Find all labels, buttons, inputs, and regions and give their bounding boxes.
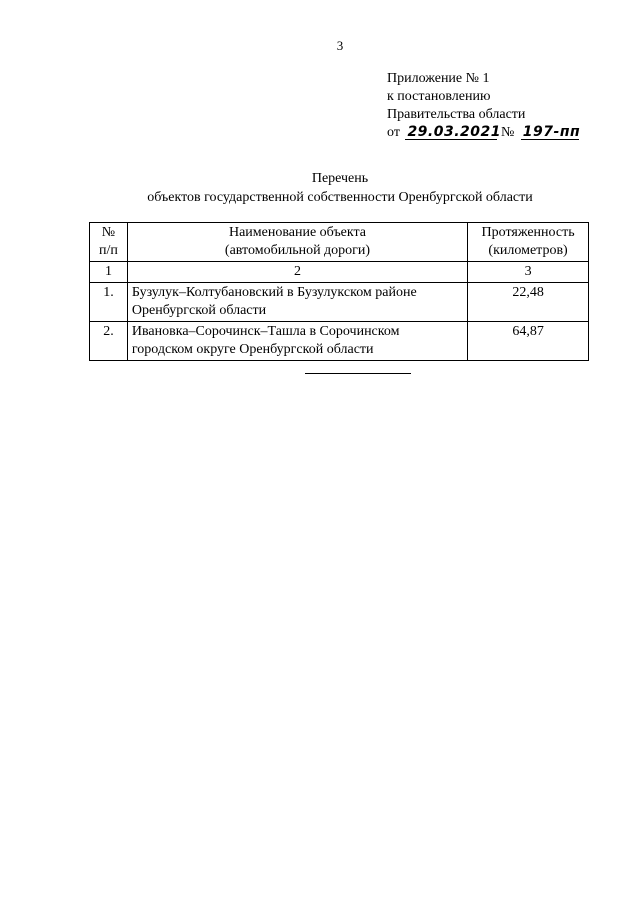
header-num bbox=[90, 223, 128, 262]
header-name-line-1: Наименование объекта bbox=[228, 225, 367, 240]
table-row bbox=[90, 322, 589, 361]
appendix-block bbox=[387, 70, 579, 142]
header-length-line-1: Протяженность bbox=[481, 225, 575, 240]
table-index-row bbox=[90, 262, 589, 283]
objects-table bbox=[89, 222, 589, 361]
index-cell-3: 3 bbox=[468, 262, 589, 283]
title-line-2: объектов государственной собственности Оренбургской области bbox=[147, 190, 533, 205]
index-cell-1: 1 bbox=[90, 262, 128, 283]
closing-divider bbox=[305, 373, 411, 374]
row-name-line-2: городском округе Оренбургской области bbox=[131, 342, 374, 357]
number-label: № bbox=[500, 125, 515, 140]
header-name-line-2: (автомобильной дороги) bbox=[224, 243, 371, 258]
header-num-line-2: п/п bbox=[99, 243, 118, 258]
row-name-line-2: Оренбургской области bbox=[131, 303, 267, 318]
row-num: 1. bbox=[90, 283, 128, 322]
title-line-1: Перечень bbox=[311, 171, 369, 186]
row-length: 22,48 bbox=[468, 283, 589, 322]
from-label: от bbox=[387, 125, 400, 140]
appendix-date-line bbox=[387, 124, 579, 142]
handwritten-date: 29.03.2021 bbox=[407, 124, 502, 140]
document-title bbox=[0, 169, 640, 207]
row-name bbox=[127, 283, 467, 322]
table-header-row bbox=[90, 223, 589, 262]
handwritten-number: 197-пп bbox=[522, 124, 581, 140]
header-name bbox=[127, 223, 467, 262]
appendix-government-line: Правительства области bbox=[387, 107, 526, 122]
row-name-line-1: Ивановка–Сорочинск–Ташла в Сорочинском bbox=[131, 324, 400, 339]
row-length: 64,87 bbox=[468, 322, 589, 361]
table-row bbox=[90, 283, 589, 322]
row-name-line-1: Бузулук–Колтубановский в Бузулукском районе bbox=[131, 285, 417, 300]
appendix-resolution-line: к постановлению bbox=[387, 89, 491, 104]
header-length bbox=[468, 223, 589, 262]
row-name bbox=[127, 322, 467, 361]
header-length-line-2: (километров) bbox=[488, 243, 568, 258]
page-number: 3 bbox=[336, 38, 344, 53]
header-num-line-1: № bbox=[101, 225, 116, 240]
appendix-title: Приложение № 1 bbox=[387, 71, 490, 86]
index-cell-2: 2 bbox=[127, 262, 467, 283]
row-num: 2. bbox=[90, 322, 128, 361]
